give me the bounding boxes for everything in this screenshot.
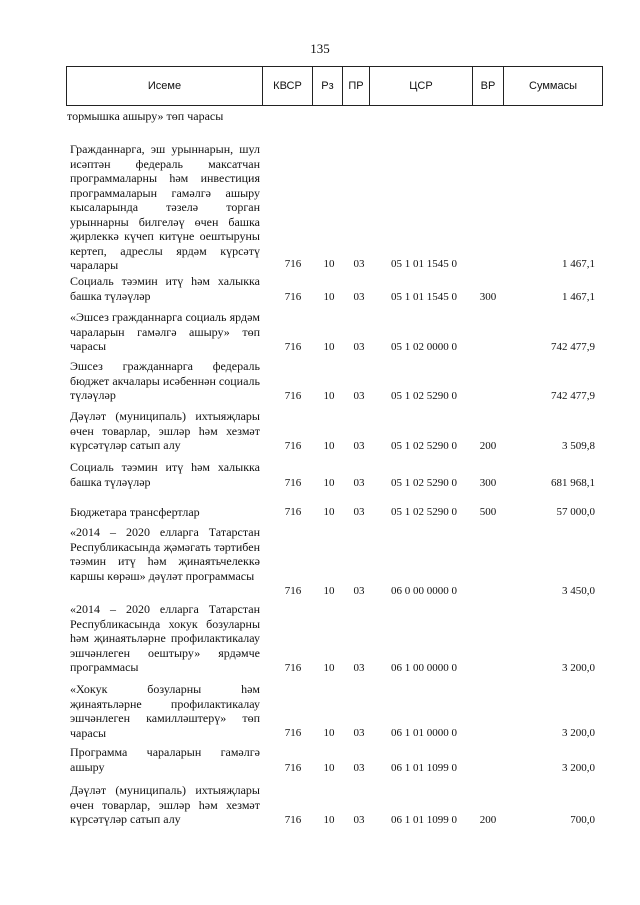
- page-number: 135: [310, 41, 330, 56]
- row-sum: 1 467,1: [562, 258, 595, 270]
- row-csr: 05 1 02 5290 0: [391, 477, 457, 489]
- row-kvsr: 716: [284, 506, 302, 518]
- row-sum: 742 477,9: [551, 341, 595, 353]
- row-csr: 05 1 02 0000 0: [391, 341, 457, 353]
- header-rz: Рз: [313, 67, 343, 106]
- row-sum: 57 000,0: [556, 506, 595, 518]
- row-name: Социаль тәэмин итү һәм халыкка башка түләүләр: [70, 460, 260, 489]
- row-csr: 05 1 02 5290 0: [391, 390, 457, 402]
- row-vr: 300: [479, 477, 497, 489]
- row-rz: 10: [323, 477, 335, 489]
- row-sum: 3 450,0: [562, 585, 595, 597]
- row-csr: 06 1 01 1099 0: [391, 814, 457, 826]
- row-name: Гражданнарга, эш урыннарын, шул исәптән федераль максатчан программаларны һәм инвестиция программаларын гамәлгә ашыру кысаларында тәзелә торган урыннарны билгеләү өчен башка җирлеккә күчеп китүне оештыруны кертеп, адреслы ярдәм күрсәтү чаралары: [70, 142, 260, 272]
- row-name: Бюджетара трансфертлар: [70, 505, 200, 519]
- row-sum: 700,0: [570, 814, 595, 826]
- row-sum: 3 200,0: [562, 662, 595, 674]
- row-pr: 03: [353, 291, 365, 303]
- row-kvsr: 716: [284, 258, 302, 270]
- row-vr: 200: [479, 440, 497, 452]
- row-sum: 3 200,0: [562, 762, 595, 774]
- row-kvsr: 716: [284, 291, 302, 303]
- header-name: Исеме: [67, 67, 263, 106]
- row-pr: 03: [353, 727, 365, 739]
- row-pr: 03: [353, 506, 365, 518]
- row-kvsr: 716: [284, 585, 302, 597]
- table-header: [66, 66, 603, 106]
- row-name: «Эшсез гражданнарга социаль ярдәм чараларын гамәлгә ашыру» төп чарасы: [70, 310, 260, 353]
- row-sum: 742 477,9: [551, 390, 595, 402]
- row-csr: 05 1 02 5290 0: [391, 440, 457, 452]
- row-rz: 10: [323, 390, 335, 402]
- row-kvsr: 716: [284, 662, 302, 674]
- row-kvsr: 716: [284, 440, 302, 452]
- row-name: Программа чараларын гамәлгә ашыру: [70, 745, 260, 774]
- row-csr: 06 1 00 0000 0: [391, 662, 457, 674]
- row-rz: 10: [323, 727, 335, 739]
- row-kvsr: 716: [284, 727, 302, 739]
- row-kvsr: 716: [284, 341, 302, 353]
- row-pr: 03: [353, 440, 365, 452]
- row-sum: 3 509,8: [562, 440, 595, 452]
- row-name: Дәүләт (муниципаль) ихтыяҗлары өчен товарлар, эшләр һәм хезмәт күрсәтүләр сатып алу: [70, 409, 260, 452]
- row-csr: 05 1 01 1545 0: [391, 291, 457, 303]
- row-rz: 10: [323, 506, 335, 518]
- row-csr: 05 1 01 1545 0: [391, 258, 457, 270]
- continuation-text: тормышка ашыру» төп чарасы: [67, 109, 224, 123]
- row-rz: 10: [323, 291, 335, 303]
- row-csr: 06 0 00 0000 0: [391, 585, 457, 597]
- row-rz: 10: [323, 662, 335, 674]
- row-csr: 06 1 01 1099 0: [391, 762, 457, 774]
- row-vr: 200: [479, 814, 497, 826]
- row-rz: 10: [323, 440, 335, 452]
- header-kvsr: КВСР: [263, 67, 313, 106]
- row-vr: 500: [479, 506, 497, 518]
- row-pr: 03: [353, 662, 365, 674]
- row-sum: 1 467,1: [562, 291, 595, 303]
- row-name: Социаль тәэмин итү һәм халыкка башка түләүләр: [70, 274, 260, 303]
- row-pr: 03: [353, 762, 365, 774]
- row-pr: 03: [353, 258, 365, 270]
- row-rz: 10: [323, 258, 335, 270]
- row-name: «2014 – 2020 елларга Татарстан Республикасында җәмәгать тәртибен тәэмин итү һәм җинаятьчелеккә каршы көрәш» дәүләт программасы: [70, 525, 260, 583]
- row-pr: 03: [353, 390, 365, 402]
- row-rz: 10: [323, 585, 335, 597]
- row-vr: 300: [479, 291, 497, 303]
- row-rz: 10: [323, 762, 335, 774]
- header-csr: ЦСР: [370, 67, 473, 106]
- row-kvsr: 716: [284, 814, 302, 826]
- row-pr: 03: [353, 341, 365, 353]
- header-pr: ПР: [343, 67, 370, 106]
- row-kvsr: 716: [284, 390, 302, 402]
- row-csr: 05 1 02 5290 0: [391, 506, 457, 518]
- row-rz: 10: [323, 814, 335, 826]
- row-name: Эшсез гражданнарга федераль бюджет акчалары исәбеннән социаль түләүләр: [70, 359, 260, 402]
- row-sum: 3 200,0: [562, 727, 595, 739]
- row-pr: 03: [353, 814, 365, 826]
- row-csr: 06 1 01 0000 0: [391, 727, 457, 739]
- header-sum: Суммасы: [504, 67, 603, 106]
- row-kvsr: 716: [284, 477, 302, 489]
- row-kvsr: 716: [284, 762, 302, 774]
- row-name: Дәүләт (муниципаль) ихтыяҗлары өчен товарлар, эшләр һәм хезмәт күрсәтүләр сатып алу: [70, 783, 260, 826]
- row-name: «Хокук бозуларны һәм җинаятьләрне профилактикалау эшчәнлеген камилләштерү» төп чарасы: [70, 682, 260, 740]
- row-sum: 681 968,1: [551, 477, 595, 489]
- row-rz: 10: [323, 341, 335, 353]
- row-pr: 03: [353, 477, 365, 489]
- row-name: «2014 – 2020 елларга Татарстан Республикасында хокук бозуларны һәм җинаятьләрне профилактикалау эшчәнлеген оештыру» ярдәмче программасы: [70, 602, 260, 674]
- row-pr: 03: [353, 585, 365, 597]
- header-vr: ВР: [473, 67, 504, 106]
